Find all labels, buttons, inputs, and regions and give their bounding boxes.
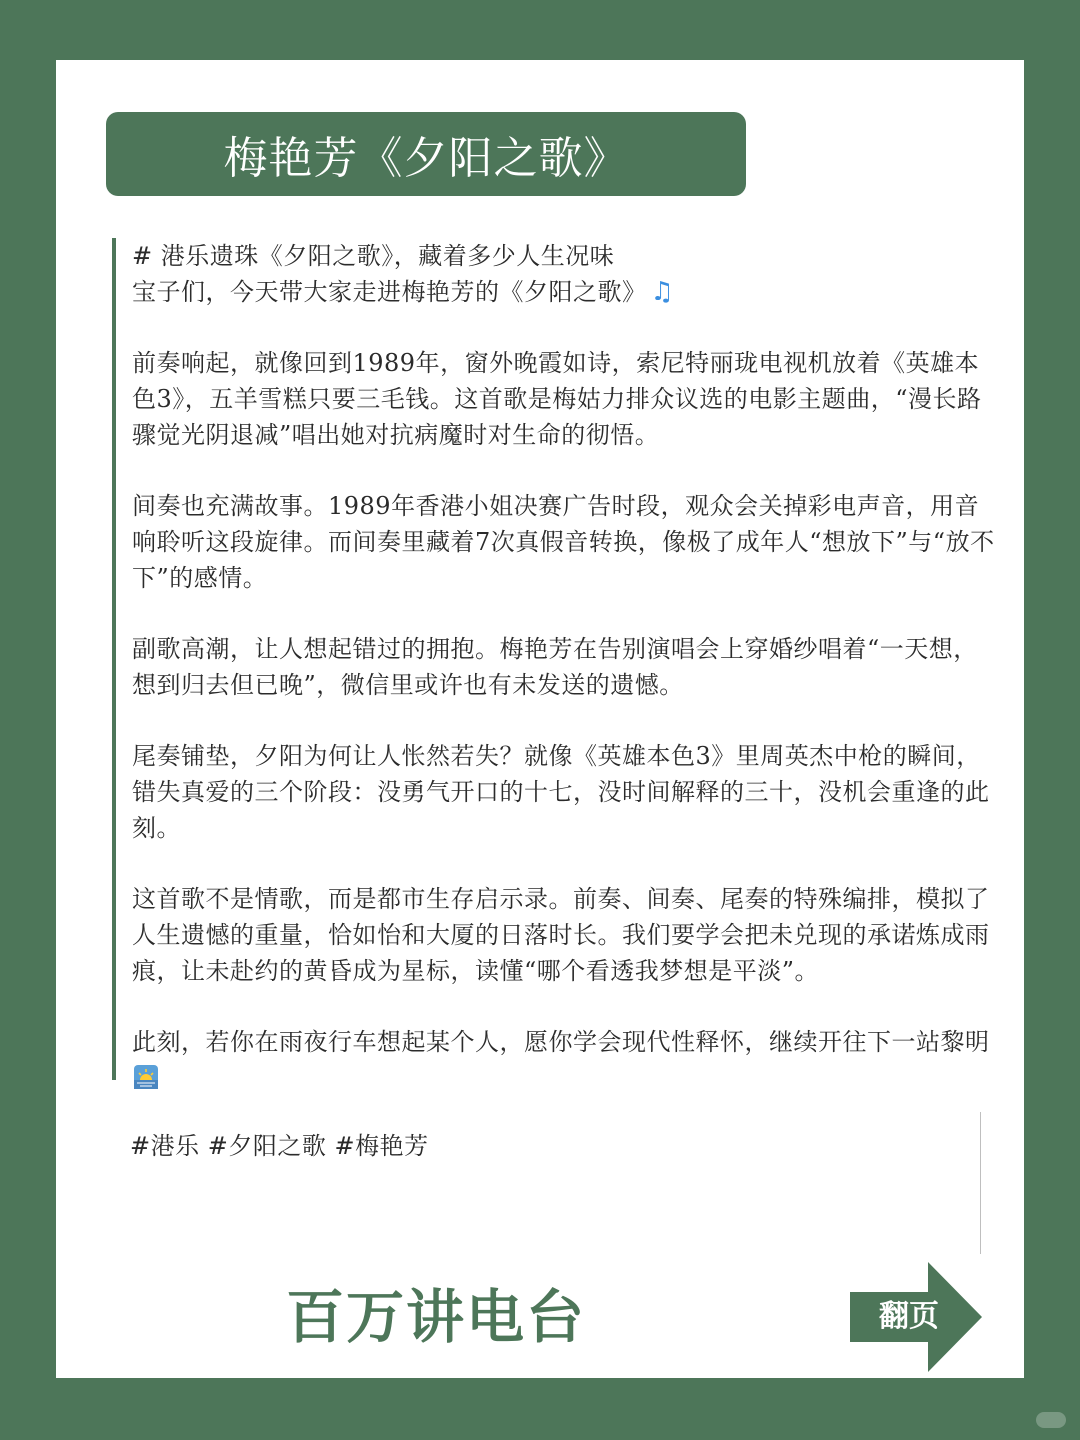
brand-name: 百万讲电台 <box>286 1283 587 1351</box>
intro-line-1: # 港乐遗珠《夕阳之歌》，藏着多少人生况味 <box>132 242 615 270</box>
page-title: 梅艳芳《夕阳之歌》 <box>223 133 629 184</box>
next-page-button[interactable] <box>850 1262 982 1372</box>
intro-line-2 <box>132 274 1002 310</box>
hashtags[interactable]: #港乐 #夕阳之歌 #梅艳芳 <box>130 1132 429 1160</box>
article-body <box>112 238 1002 1080</box>
paragraph-chorus: 副歌高潮，让人想起错过的拥抱。梅艳芳在告别演唱会上穿婚纱唱着“一天想，想到归去但已晚”，微信里或许也有未发送的遗憾。 <box>132 635 978 699</box>
paragraph-outro: 尾奏铺垫，夕阳为何让人怅然若失？就像《英雄本色3》里周英杰中枪的瞬间，错失真爱的三个阶段：没勇气开口的十七，没时间解释的三十，没机会重逢的此刻。 <box>132 742 990 842</box>
paragraph-meaning: 这首歌不是情歌，而是都市生存启示录。前奏、间奏、尾奏的特殊编排，模拟了人生遗憾的重量，恰如怡和大厦的日落时长。我们要学会把未兑现的承诺炼成雨痕，让未赴约的黄昏成为星标，读懂“哪个看透我梦想是平淡”。 <box>132 885 990 985</box>
vertical-divider <box>980 1112 981 1254</box>
intro-line-2-text: 宝子们，今天带大家走进梅艳芳的《夕阳之歌》 <box>132 278 647 306</box>
paragraph-interlude: 间奏也充满故事。1989年香港小姐决赛广告时段，观众会关掉彩电声音，用音响聆听这段旋律。而间奏里藏着7次真假音转换，像极了成年人“想放下”与“放不下”的感情。 <box>132 492 995 592</box>
paragraph-closing-text: 此刻，若你在雨夜行车想起某个人，愿你学会现代性释怀，继续开往下一站黎明 <box>132 1028 990 1056</box>
sunrise-icon <box>134 1065 158 1089</box>
paragraph-prelude: 前奏响起，就像回到1989年，窗外晚霞如诗，索尼特丽珑电视机放着《英雄本色3》，五羊雪糕只要三毛钱。这首歌是梅姑力排众议选的电影主题曲，“漫长路骤觉光阴退减”唱出她对抗病魔时对生命的彻悟。 <box>132 349 982 449</box>
next-page-label: 翻页 <box>879 1299 939 1334</box>
watermark <box>1036 1412 1066 1428</box>
paragraph-closing <box>132 1024 1002 1096</box>
music-note-icon: ♫ <box>650 277 675 307</box>
title-banner <box>106 112 746 196</box>
content-card <box>56 60 1024 1378</box>
